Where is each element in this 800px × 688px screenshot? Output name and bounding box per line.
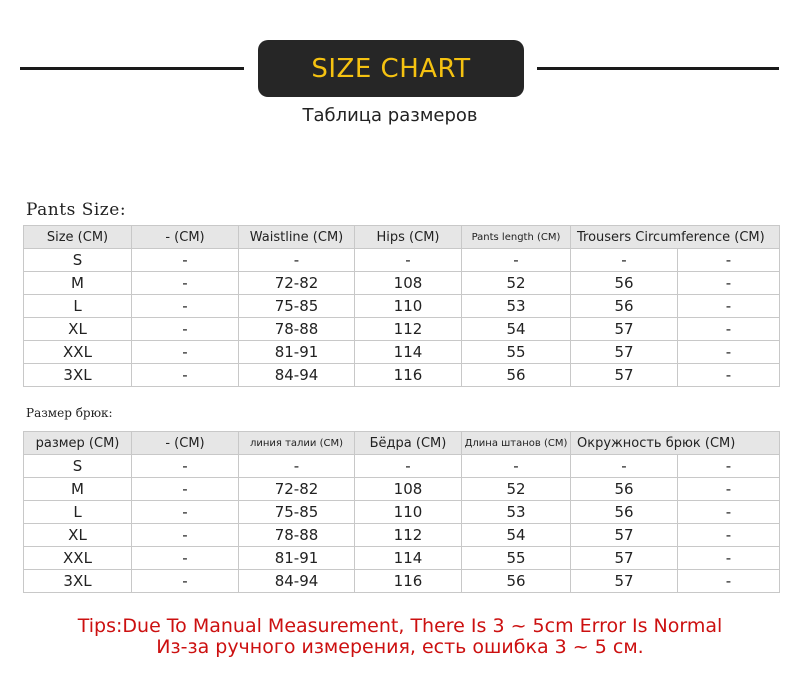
table-cell: - bbox=[571, 455, 678, 478]
table-cell: 84-94 bbox=[239, 570, 355, 593]
table-cell: - bbox=[355, 249, 462, 272]
table-cell: - bbox=[132, 295, 239, 318]
pants-size-label-ru: Размер брюк: bbox=[26, 406, 113, 420]
table-row bbox=[24, 547, 780, 570]
table-cell: 53 bbox=[462, 295, 571, 318]
table-cell: 53 bbox=[462, 501, 571, 524]
column-header: Hips (CM) bbox=[355, 226, 462, 249]
table-cell: 112 bbox=[355, 318, 462, 341]
column-header: Pants length (CM) bbox=[462, 226, 571, 249]
table-cell: - bbox=[678, 341, 780, 364]
title-divider-left bbox=[20, 67, 244, 70]
table-cell: 54 bbox=[462, 318, 571, 341]
table-row bbox=[24, 341, 780, 364]
table-cell: 116 bbox=[355, 570, 462, 593]
table-cell: - bbox=[678, 478, 780, 501]
table-cell: - bbox=[132, 341, 239, 364]
table-cell: XXL bbox=[24, 341, 132, 364]
table-row bbox=[24, 524, 780, 547]
table-cell: - bbox=[132, 501, 239, 524]
table-cell: 52 bbox=[462, 272, 571, 295]
column-header: Окружность брюк (CM) bbox=[571, 432, 780, 455]
table-cell: - bbox=[132, 318, 239, 341]
column-header: - (CM) bbox=[132, 432, 239, 455]
table-row bbox=[24, 295, 780, 318]
table-cell: 57 bbox=[571, 570, 678, 593]
table-row bbox=[24, 249, 780, 272]
table-cell: 81-91 bbox=[239, 341, 355, 364]
table-cell: 84-94 bbox=[239, 364, 355, 387]
table-cell: - bbox=[132, 249, 239, 272]
table-cell: - bbox=[678, 318, 780, 341]
pants-size-label: Pants Size: bbox=[26, 200, 127, 220]
table-cell: 75-85 bbox=[239, 501, 355, 524]
column-header: Waistline (CM) bbox=[239, 226, 355, 249]
table-cell: 110 bbox=[355, 501, 462, 524]
table-cell: 81-91 bbox=[239, 547, 355, 570]
page-subtitle: Таблица размеров bbox=[302, 105, 478, 126]
table-cell: - bbox=[132, 570, 239, 593]
table-cell: - bbox=[132, 547, 239, 570]
table-cell: 78-88 bbox=[239, 318, 355, 341]
column-header: Size (CM) bbox=[24, 226, 132, 249]
column-header: Бёдра (CM) bbox=[355, 432, 462, 455]
table-row bbox=[24, 455, 780, 478]
table-cell: - bbox=[239, 455, 355, 478]
table-cell: 57 bbox=[571, 524, 678, 547]
table-row bbox=[24, 478, 780, 501]
table-cell: 56 bbox=[571, 295, 678, 318]
page-title: SIZE CHART bbox=[311, 53, 471, 84]
table-cell: 57 bbox=[571, 318, 678, 341]
table-cell: - bbox=[132, 455, 239, 478]
table-cell: S bbox=[24, 455, 132, 478]
table-cell: - bbox=[462, 455, 571, 478]
table-cell: - bbox=[132, 524, 239, 547]
table-cell: L bbox=[24, 295, 132, 318]
column-header: линия талии (CM) bbox=[239, 432, 355, 455]
table-row bbox=[24, 318, 780, 341]
table-cell: - bbox=[678, 547, 780, 570]
table-cell: - bbox=[678, 295, 780, 318]
table-cell: S bbox=[24, 249, 132, 272]
table-body bbox=[24, 455, 780, 593]
pants-size-table-ru bbox=[23, 431, 780, 593]
table-cell: M bbox=[24, 478, 132, 501]
table-cell: 114 bbox=[355, 341, 462, 364]
table-row bbox=[24, 364, 780, 387]
table-cell: - bbox=[678, 272, 780, 295]
table-cell: 72-82 bbox=[239, 478, 355, 501]
table-cell: 112 bbox=[355, 524, 462, 547]
table-cell: - bbox=[678, 364, 780, 387]
pants-size-table-en bbox=[23, 225, 780, 387]
table-cell: - bbox=[132, 272, 239, 295]
table-cell: XXL bbox=[24, 547, 132, 570]
table-header-row bbox=[24, 432, 780, 455]
table-cell: 56 bbox=[571, 272, 678, 295]
column-header: Trousers Circumference (CM) bbox=[571, 226, 780, 249]
table-cell: 56 bbox=[462, 364, 571, 387]
table-cell: 78-88 bbox=[239, 524, 355, 547]
table-cell: M bbox=[24, 272, 132, 295]
column-header: Длина штанов (CM) bbox=[462, 432, 571, 455]
table-cell: - bbox=[462, 249, 571, 272]
table-cell: - bbox=[571, 249, 678, 272]
table-cell: 108 bbox=[355, 272, 462, 295]
column-header: - (CM) bbox=[132, 226, 239, 249]
table-cell: 108 bbox=[355, 478, 462, 501]
table-row bbox=[24, 570, 780, 593]
table-cell: 54 bbox=[462, 524, 571, 547]
table-cell: - bbox=[678, 501, 780, 524]
table-cell: XL bbox=[24, 318, 132, 341]
table-cell: - bbox=[678, 570, 780, 593]
table-cell: - bbox=[239, 249, 355, 272]
table-cell: 3XL bbox=[24, 570, 132, 593]
table-header-row bbox=[24, 226, 780, 249]
table-cell: 57 bbox=[571, 341, 678, 364]
column-header: размер (CM) bbox=[24, 432, 132, 455]
table-cell: 3XL bbox=[24, 364, 132, 387]
table-cell: 72-82 bbox=[239, 272, 355, 295]
table-cell: 110 bbox=[355, 295, 462, 318]
table-cell: 56 bbox=[571, 501, 678, 524]
table-cell: 56 bbox=[571, 478, 678, 501]
table-cell: 55 bbox=[462, 341, 571, 364]
table-cell: - bbox=[355, 455, 462, 478]
title-divider-right bbox=[537, 67, 779, 70]
table-cell: XL bbox=[24, 524, 132, 547]
table-cell: - bbox=[678, 524, 780, 547]
table-cell: - bbox=[678, 455, 780, 478]
table-cell: - bbox=[132, 364, 239, 387]
table-cell: 114 bbox=[355, 547, 462, 570]
table-cell: - bbox=[132, 478, 239, 501]
table-cell: 57 bbox=[571, 547, 678, 570]
table-cell: 56 bbox=[462, 570, 571, 593]
table-cell: 116 bbox=[355, 364, 462, 387]
table-cell: 52 bbox=[462, 478, 571, 501]
table-cell: L bbox=[24, 501, 132, 524]
table-body bbox=[24, 249, 780, 387]
tips-text-ru: Из-за ручного измерения, есть ошибка 3 ~ 5 см. bbox=[156, 636, 644, 658]
table-row bbox=[24, 501, 780, 524]
tips-text-en: Tips:Due To Manual Measurement, There Is 3 ~ 5cm Error Is Normal bbox=[77, 615, 723, 637]
table-cell: 55 bbox=[462, 547, 571, 570]
table-cell: 57 bbox=[571, 364, 678, 387]
table-cell: - bbox=[678, 249, 780, 272]
table-cell: 75-85 bbox=[239, 295, 355, 318]
table-row bbox=[24, 272, 780, 295]
title-badge bbox=[258, 40, 524, 97]
